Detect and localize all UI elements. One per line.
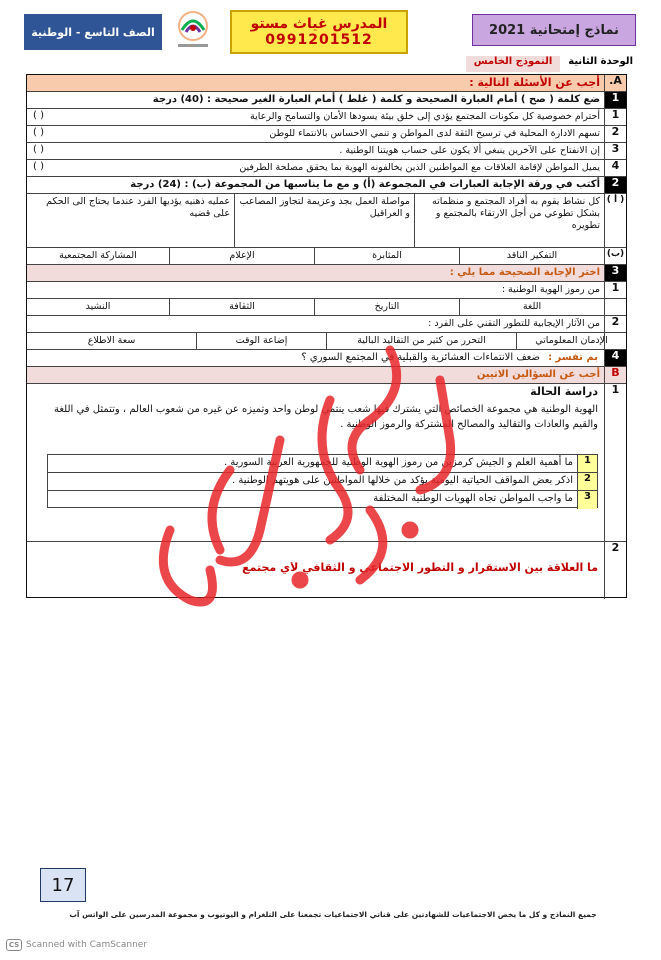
section-b-letter: B [604,367,626,383]
q2-number: 2 [604,177,626,193]
q3-options-row [27,333,626,350]
teacher-name: المدرس غياث مستو [250,16,388,32]
q1-number: 1 [604,92,626,108]
q3-item-stem-row [27,316,626,333]
q3-item-number: 1 [604,282,626,316]
q4-label: بم تفسر : [548,352,598,363]
b-q2-number: 2 [604,542,626,599]
teacher-phone: 0991201512 [265,32,373,48]
q3-number: 3 [604,265,626,281]
group-b-item: المشاركة المجتمعية [59,250,137,261]
scanner-watermark [6,938,147,952]
case-question-text: ما أهمية العلم و الجيش كرمزين من رموز الهوية الوطنية للجمهورية العربية السورية . [224,457,573,468]
case-question-number: 1 [577,455,597,472]
q3-option: التاريخ [314,299,459,315]
case-study-block [27,384,626,542]
group-a-item: مواصلة العمل بجد وعزيمة لتجاوز المصاعب و العراقيل [234,194,414,247]
q3-instruction: اختر الإجابة الصحيحة مما يلي : [449,267,600,278]
grade-subject-banner [24,14,162,50]
exam-sheet [26,74,627,598]
exam-title-banner [472,14,636,46]
q1-item-text: يميل المواطن لإقامة العلاقات مع المواطنين الذين يخالفونه الهوية بما يحقق مصلحة الطرفين [239,162,600,173]
q1-item-number: 4 [604,160,626,176]
q1-item [27,160,626,177]
case-questions-table [47,454,598,508]
exam-title: نماذج إمتحانية 2021 [489,22,619,38]
answer-blank: ( ) [33,127,44,138]
case-paragraph: الهوية الوطنية هي مجموعة الخصائص التي يشترك فيها شعب ينتمي لوطن واحد وتميزه عن غيره من شعوب العالم ، وتتمثل في اللغة والقيم والعادات والتقاليد والمصالح المشتركة والرموز الوطنية . [53,404,598,430]
section-a-title: أجب عن الأسئلة التالية : [469,76,600,89]
q2-instruction-row [27,177,626,194]
q3-option: اللغة [459,299,604,315]
q2-group-b-row [27,248,626,265]
model-label: النموذج الخامس [466,56,561,72]
unit-model-row [383,56,633,72]
case-title: دراسة الحالة [530,386,598,398]
school-logo-icon [170,6,216,52]
q3-option: الإدمان المعلوماتي [516,333,626,349]
group-a-item: عمليه ذهنيه يؤديها الفرد عندما يحتاج الى الحكم على قضيه [46,196,230,219]
page-number [40,868,86,902]
section-b-header [27,367,626,384]
grade-subject-text: الصف التاسع - الوطنية [31,25,155,39]
q1-item-number: 3 [604,143,626,159]
unit-label: الوحدة الثانية [568,56,633,67]
q3-item-stem: من الآثار الإيجابية للتطور التقني على الفرد : [428,318,600,329]
group-a-label: ( أ ) [604,194,626,247]
q4-text: ضعف الانتماءات العشائرية والقبلية في المجتمع السوري ؟ [301,352,540,363]
answer-blank: ( ) [33,144,44,155]
q4-row [27,350,626,367]
section-a-letter: A. [604,75,626,91]
answer-blank: ( ) [33,110,44,121]
q3-item-stem-row [27,282,626,299]
q1-item [27,143,626,160]
q1-instruction: ضع كلمة ( صح ) أمام العبارة الصحيحة و كلمة ( غلط ) أمام العبارة الغير صحيحة : (40) درجة [152,94,600,105]
camscanner-icon: CS [6,939,22,951]
section-b-q2 [27,542,626,599]
section-a-header [27,75,626,92]
case-question-number: 3 [577,491,597,509]
q4-number: 4 [604,350,626,366]
case-question-text: ما واجب المواطن تجاه الهويات الوطنية المختلفة [373,493,573,504]
q3-options-row [27,299,626,316]
q3-option: إضاعة الوقت [196,333,326,349]
q1-item [27,109,626,126]
q1-item-text: تسهم الادارة المحلية في ترسيخ الثقة لدى المواطن و تنمي الاحساس بالانتماء للوطن [269,128,600,139]
q2-instruction: أكتب في ورقة الإجابة العبارات في المجموعة (أ) و مع ما يناسبها من المجموعة (ب) : (24) درجة [130,179,600,190]
q1-item-text: إن الانفتاح على الآخرين ينبغي ألا يكون على حساب هويتنا الوطنية . [339,145,600,156]
b-q2-text: ما العلاقة بين الاستقرار و التطور الاجتماعي و الثقافي لأي مجتمع [242,562,598,574]
q3-instruction-row [27,265,626,282]
page-number-text: 17 [51,874,75,896]
case-question-number: 2 [577,473,597,490]
q3-option: النشيد [85,301,111,312]
answer-blank: ( ) [33,161,44,172]
q3-option: الثقافة [169,299,314,315]
group-a-item: كل نشاط يقوم به أفراد المجتمع و منظماته بشكل تطوعي من أجل الارتقاء بالمجتمع و تطويره [414,194,604,247]
group-b-label: (ب) [604,248,626,264]
q1-item-number: 2 [604,126,626,142]
case-question-row [48,491,597,509]
footer-note: جميع النماذج و كل ما يخص الاجتماعيات للشهادتين على قناتي الاجتماعيات تجمعنا على التلغرام و اليوتيوب و مجموعة المدرسين على الواتس آب [69,910,597,919]
q1-item-number: 1 [604,109,626,125]
q3-option: سعة الاطلاع [87,335,136,346]
q3-item-stem: من رموز الهوية الوطنية : [501,284,600,295]
teacher-contact-box [230,10,408,54]
q1-item [27,126,626,143]
group-b-item: الإعلام [169,248,314,264]
scanner-text: Scanned with CamScanner [26,940,148,950]
q1-item-text: أحترام خصوصية كل مكونات المجتمع يؤدي إلى خلق بيئة يسودها الأمان والتسامح والرعاية [250,111,600,122]
group-b-item: التفكير الناقد [459,248,604,264]
q1-instruction-row [27,92,626,109]
section-b-title: أجب عن السؤالين الاتيين [476,369,600,380]
case-number: 1 [604,384,626,541]
case-question-row [48,455,597,473]
group-b-item: المثابرة [314,248,459,264]
q3-option: التحرر من كثير من التقاليد البالية [326,333,516,349]
case-question-row [48,473,597,491]
case-question-text: اذكر بعض المواقف الحياتية اليومية يؤكد من خلالها المواطنين على هويتهم الوطنية . [231,475,573,486]
q3-item-number: 2 [604,316,626,350]
q2-group-a-row [27,194,626,248]
